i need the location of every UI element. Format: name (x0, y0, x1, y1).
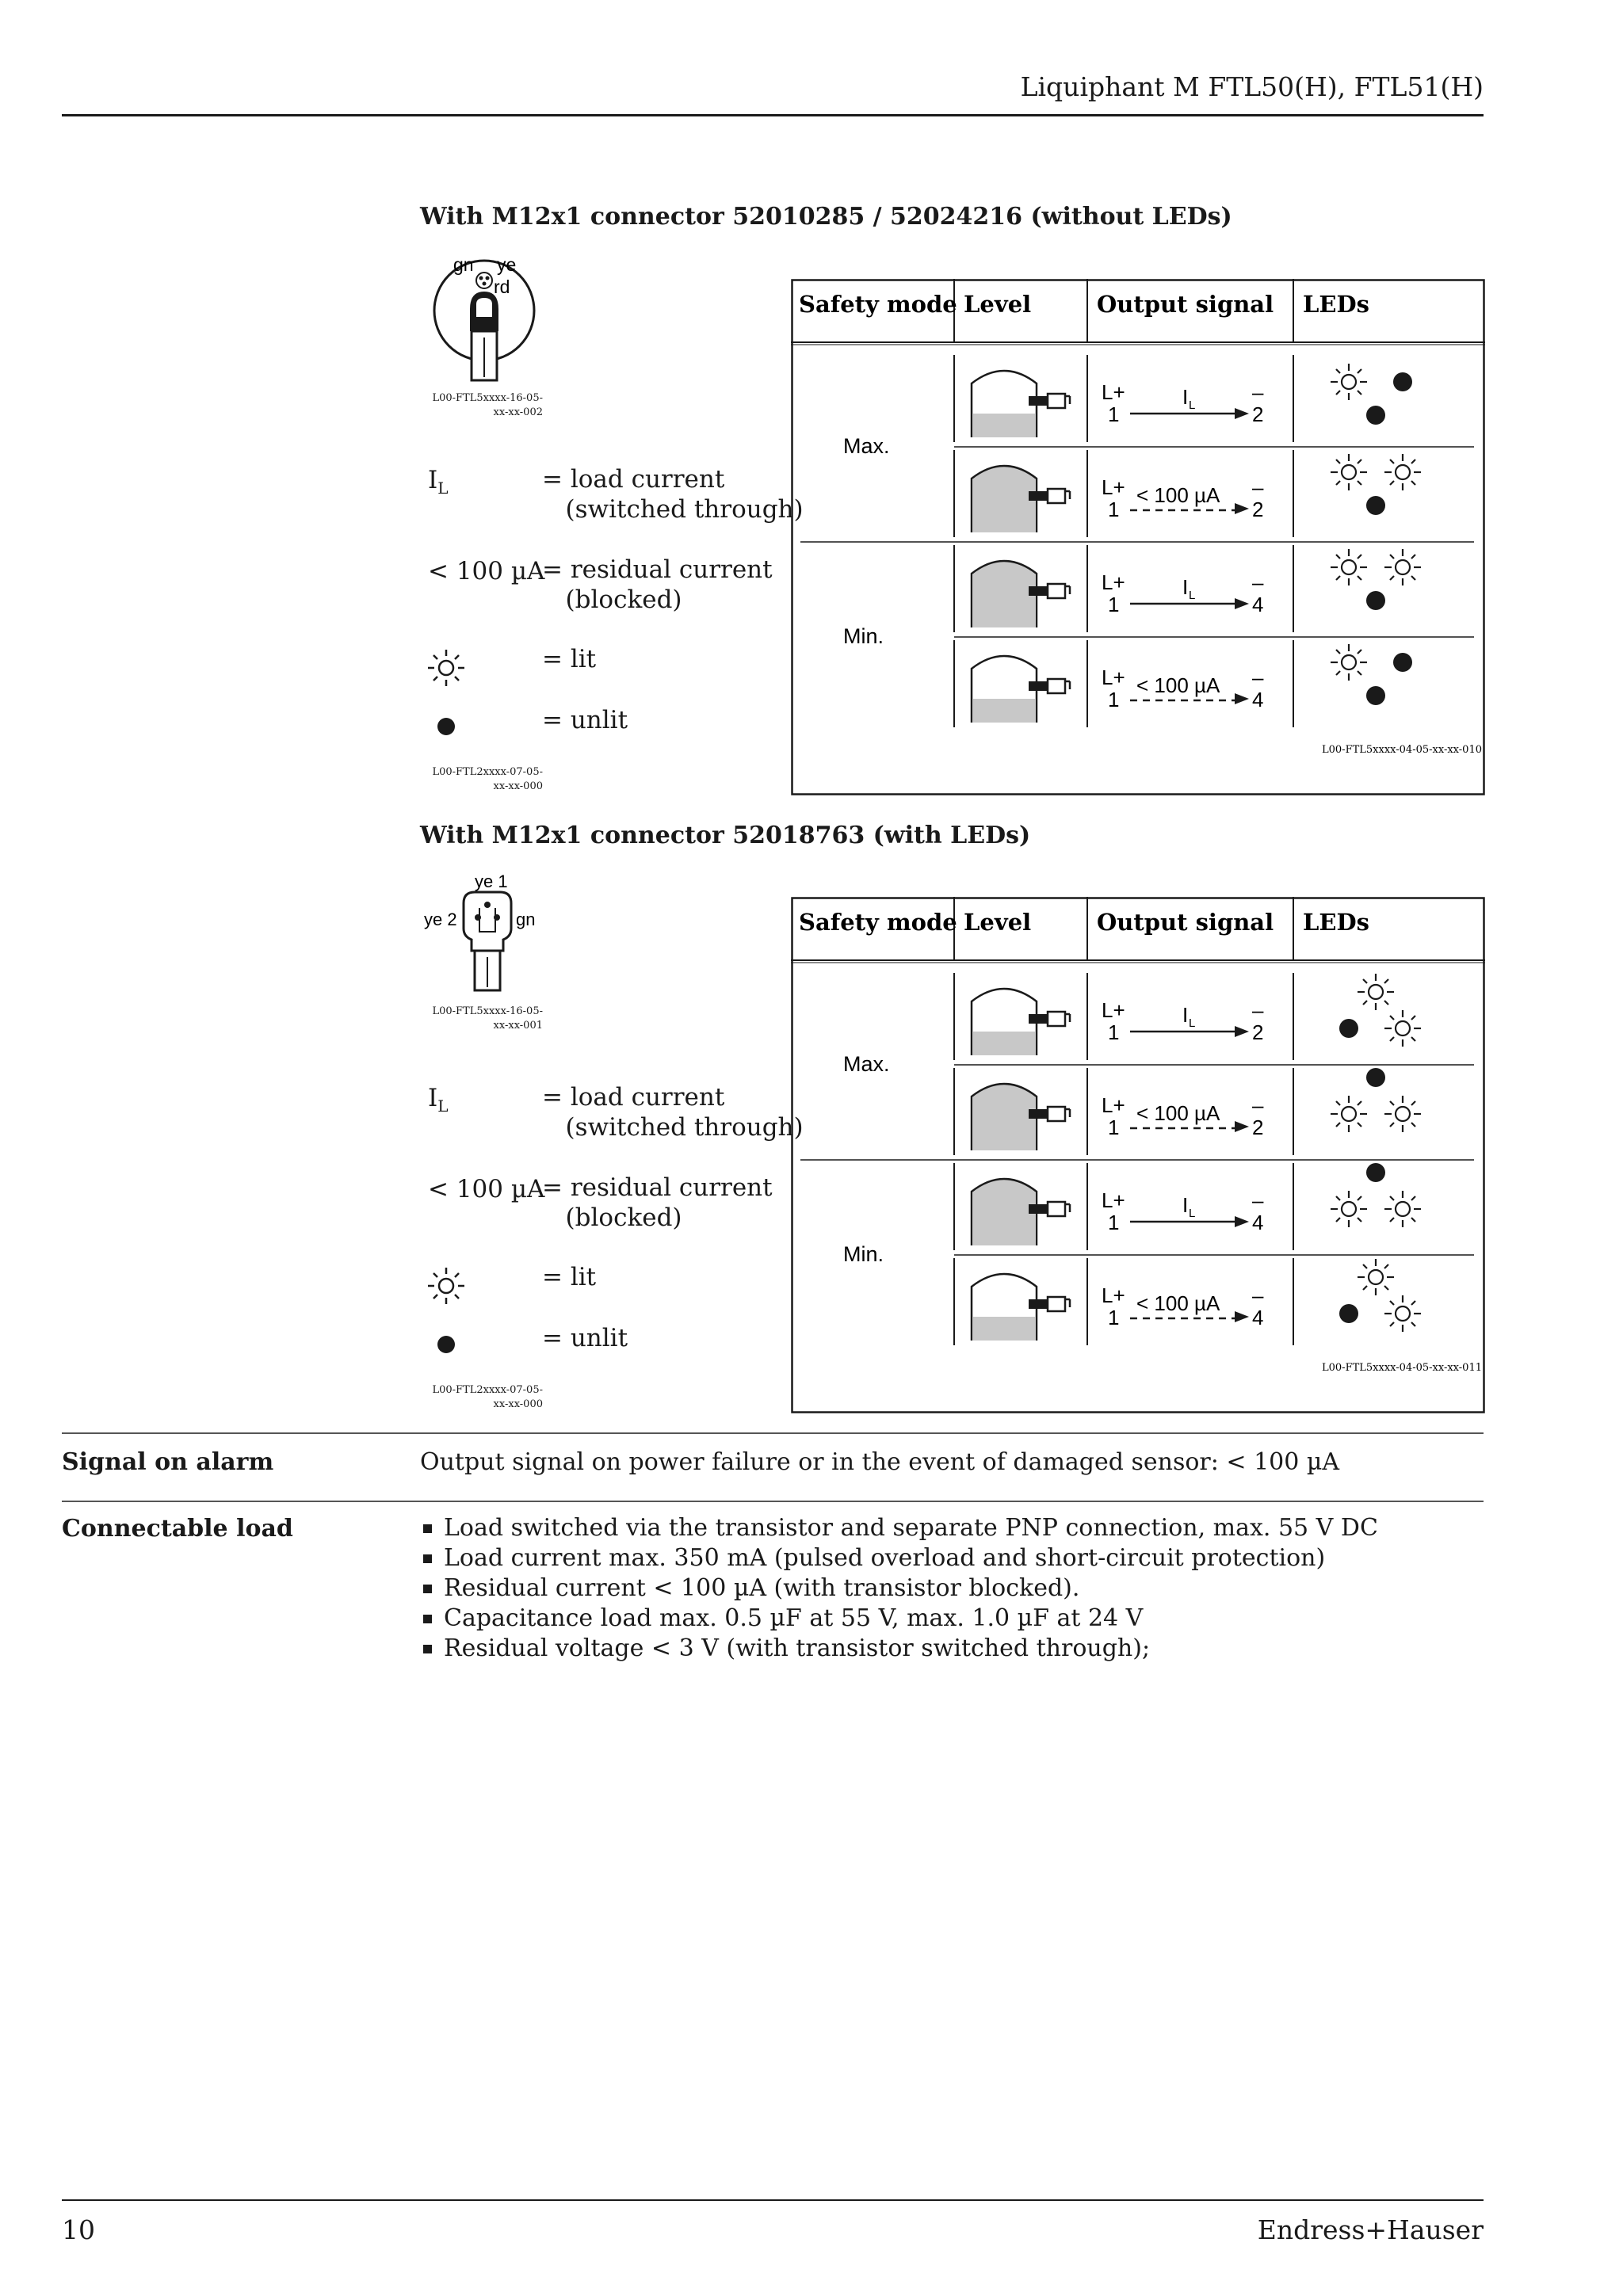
terminal-label: 4 (1252, 688, 1264, 711)
pin-ye1-label: ye 1 (475, 871, 508, 891)
connector-drawing-without-leds (424, 254, 551, 392)
terminal-1-label: 1 (1108, 688, 1120, 711)
arrow-head (1235, 503, 1249, 514)
column-header-leds: LEDs (1303, 909, 1369, 936)
output-signal (1102, 666, 1264, 711)
minus-label: – (1252, 1093, 1264, 1117)
column-header-level: Level (964, 291, 1032, 318)
list-item: Residual voltage < 3 V (with transistor switched through); (420, 1634, 1378, 1664)
table-border (792, 898, 1484, 1413)
list-item: Load current max. 350 mA (pulsed overload and short-circuit protection) (420, 1543, 1378, 1573)
connectable-load-label: Connectable load (62, 1515, 293, 1543)
mode-max-label: Max. (843, 1052, 890, 1076)
legend-residual-current: = residual current (blocked) (542, 1173, 773, 1232)
lit-led-icon (1331, 454, 1367, 490)
residual-current-label: < 100 µA (1136, 673, 1220, 697)
tank-icon (972, 989, 1070, 1055)
residual-current-label: < 100 µA (1136, 1101, 1220, 1125)
l-plus-label: L+ (1102, 1093, 1125, 1117)
table-row (972, 974, 1421, 1055)
terminal-label: 4 (1252, 1306, 1264, 1329)
output-signal (1102, 998, 1264, 1044)
tank-icon (972, 1274, 1070, 1341)
lit-led-icon (1358, 1259, 1394, 1295)
figure-code: L00-FTL5xxxx-16-05- xx-xx-002 (432, 392, 543, 418)
arrow-head (1235, 1026, 1249, 1037)
tank-icon (972, 1178, 1070, 1245)
tank-icon (972, 560, 1070, 627)
figure-code: L00-FTL2xxxx-07-05- xx-xx-000 (432, 1384, 543, 1410)
unlit-led-icon (1366, 406, 1385, 425)
lit-led-icon (426, 648, 466, 688)
arrow-head (1235, 1216, 1249, 1227)
arrow-head (1235, 1121, 1249, 1132)
load-current-label: I (1182, 385, 1189, 409)
terminal-1-label: 1 (1108, 1306, 1120, 1329)
list-item: Capacitance load max. 0.5 µF at 55 V, max. 1.0 µF at 24 V (420, 1604, 1378, 1634)
unlit-led-icon (1366, 686, 1385, 705)
minus-label: – (1252, 998, 1264, 1022)
lit-led-icon (1331, 1096, 1367, 1132)
figure-code: L00-FTL5xxxx-04-05-xx-xx-010 (1322, 744, 1482, 756)
l-plus-label: L+ (1102, 666, 1125, 689)
lit-led-icon (1384, 1295, 1421, 1332)
load-current-sub: L (1189, 589, 1196, 602)
table-row (972, 364, 1412, 437)
minus-label: – (1252, 1188, 1264, 1212)
lit-led-icon (1331, 1191, 1367, 1227)
l-plus-label: L+ (1102, 380, 1125, 404)
lit-led-icon (1331, 644, 1367, 681)
arrow-head (1235, 408, 1249, 419)
mode-max-label: Max. (843, 434, 890, 458)
unlit-led-icon (1393, 653, 1412, 672)
unlit-led-icon (1339, 1304, 1358, 1323)
arrow-head (1235, 693, 1249, 704)
terminal-1-label: 1 (1108, 593, 1120, 616)
legend-load-current: = load current (switched through) (542, 465, 804, 524)
terminal-1-label: 1 (1108, 402, 1120, 426)
terminal-label: 4 (1252, 1211, 1264, 1234)
legend-lit: = lit (542, 1263, 597, 1291)
l-plus-label: L+ (1102, 570, 1125, 594)
terminal-1-label: 1 (1108, 1211, 1120, 1234)
table-row (972, 549, 1421, 627)
residual-current-label: < 100 µA (1136, 483, 1220, 507)
tank-icon (972, 465, 1070, 532)
column-header-safety-mode: Safety mode (799, 291, 957, 318)
terminal-1-label: 1 (1108, 498, 1120, 521)
unlit-led-icon (1366, 591, 1385, 610)
load-current-sub: L (1189, 1016, 1196, 1030)
output-signal (1102, 475, 1264, 521)
table-row (972, 644, 1412, 723)
page-number: 10 (62, 2214, 95, 2245)
unlit-led-icon (1366, 496, 1385, 515)
table-row (972, 1068, 1421, 1150)
unlit-led-icon (436, 1334, 456, 1355)
list-item: Residual current < 100 µA (with transistor blocked). (420, 1573, 1378, 1604)
load-current-sub: L (1189, 1207, 1196, 1220)
table-border (792, 280, 1484, 795)
lit-led-icon (1358, 974, 1394, 1010)
signal-on-alarm-label: Signal on alarm (62, 1448, 274, 1476)
output-signal (1102, 1283, 1264, 1329)
column-header-leds: LEDs (1303, 291, 1369, 318)
column-header-output-signal: Output signal (1097, 909, 1274, 936)
footer-rule (62, 2199, 1484, 2201)
header-rule (62, 114, 1484, 116)
lit-led-icon (1384, 1096, 1421, 1132)
unlit-led-icon (1339, 1019, 1358, 1038)
terminal-1-label: 1 (1108, 1020, 1120, 1044)
unlit-led-icon (1393, 372, 1412, 391)
mode-min-label: Min. (843, 624, 884, 648)
brand-name: Endress+Hauser (1257, 2214, 1484, 2245)
legend-residual-symbol: < 100 µA (428, 1175, 545, 1203)
l-plus-label: L+ (1102, 998, 1125, 1022)
document-title: Liquiphant M FTL50(H), FTL51(H) (1020, 71, 1484, 102)
output-table-with-leds (791, 897, 1485, 1413)
l-plus-label: L+ (1102, 1283, 1125, 1307)
legend-il-symbol: $I_L$ (428, 466, 449, 498)
minus-label: – (1252, 1283, 1264, 1307)
load-current-label: I (1182, 1003, 1189, 1027)
minus-label: – (1252, 570, 1264, 594)
pin-gn-label: gn (453, 254, 474, 275)
lit-led-icon (1331, 364, 1367, 400)
lit-led-icon (426, 1266, 466, 1306)
table-row (972, 1163, 1421, 1245)
mode-min-label: Min. (843, 1242, 884, 1266)
legend-unlit: = unlit (542, 706, 628, 734)
lit-led-icon (1384, 549, 1421, 585)
connector-drawing-with-leds (424, 871, 551, 1002)
section-heading-without-leds: With M12x1 connector 52010285 / 52024216 (without LEDs) (420, 203, 1232, 231)
legend-unlit: = unlit (542, 1324, 628, 1352)
unlit-led-icon (1366, 1068, 1385, 1087)
figure-code: L00-FTL2xxxx-07-05- xx-xx-000 (432, 766, 543, 792)
terminal-label: 2 (1252, 1020, 1264, 1044)
legend-il-symbol: $I_L$ (428, 1084, 449, 1116)
arrow-head (1235, 598, 1249, 609)
unlit-led-icon (436, 716, 456, 737)
figure-code: L00-FTL5xxxx-16-05- xx-xx-001 (432, 1005, 543, 1032)
minus-label: – (1252, 380, 1264, 404)
terminal-1-label: 1 (1108, 1116, 1120, 1139)
column-header-safety-mode: Safety mode (799, 909, 957, 936)
residual-current-label: < 100 µA (1136, 1291, 1220, 1315)
legend-residual-symbol: < 100 µA (428, 557, 545, 585)
terminal-label: 2 (1252, 402, 1264, 426)
l-plus-label: L+ (1102, 475, 1125, 499)
pin-ye2-label: ye 2 (424, 910, 457, 929)
load-current-label: I (1182, 1193, 1189, 1217)
column-header-level: Level (964, 909, 1032, 936)
output-signal (1102, 380, 1264, 426)
section-rule (62, 1501, 1484, 1502)
minus-label: – (1252, 666, 1264, 689)
output-table-without-leds (791, 279, 1485, 795)
section-rule (62, 1432, 1484, 1434)
output-signal (1102, 570, 1264, 616)
pin-ye-label: ye (497, 254, 517, 275)
figure-code: L00-FTL5xxxx-04-05-xx-xx-011 (1322, 1362, 1482, 1374)
legend-residual-current: = residual current (blocked) (542, 555, 773, 614)
minus-label: – (1252, 475, 1264, 499)
lit-led-icon (1384, 1010, 1421, 1047)
lit-led-icon (1331, 549, 1367, 585)
lit-led-icon (1384, 1191, 1421, 1227)
table-row (972, 1259, 1421, 1341)
tank-icon (972, 1083, 1070, 1150)
load-current-sub: L (1189, 399, 1196, 412)
load-current-label: I (1182, 575, 1189, 599)
unlit-led-icon (1366, 1163, 1385, 1182)
signal-on-alarm-text: Output signal on power failure or in the event of damaged sensor: < 100 µA (420, 1448, 1340, 1476)
tank-icon (972, 656, 1070, 723)
terminal-label: 2 (1252, 498, 1264, 521)
pin-gn-label: gn (516, 910, 536, 929)
lit-led-icon (1384, 454, 1421, 490)
terminal-label: 2 (1252, 1116, 1264, 1139)
terminal-label: 4 (1252, 593, 1264, 616)
list-item: Load switched via the transistor and separate PNP connection, max. 55 V DC (420, 1513, 1378, 1543)
pin-rd-label: rd (494, 277, 510, 297)
arrow-head (1235, 1311, 1249, 1322)
legend-load-current: = load current (switched through) (542, 1083, 804, 1142)
connectable-load-list (420, 1513, 1378, 1664)
table-row (972, 454, 1421, 532)
legend-lit: = lit (542, 645, 597, 673)
output-signal (1102, 1093, 1264, 1139)
output-signal (1102, 1188, 1264, 1234)
column-header-output-signal: Output signal (1097, 291, 1274, 318)
l-plus-label: L+ (1102, 1188, 1125, 1212)
section-heading-with-leds: With M12x1 connector 52018763 (with LEDs) (420, 822, 1031, 849)
tank-icon (972, 371, 1070, 437)
